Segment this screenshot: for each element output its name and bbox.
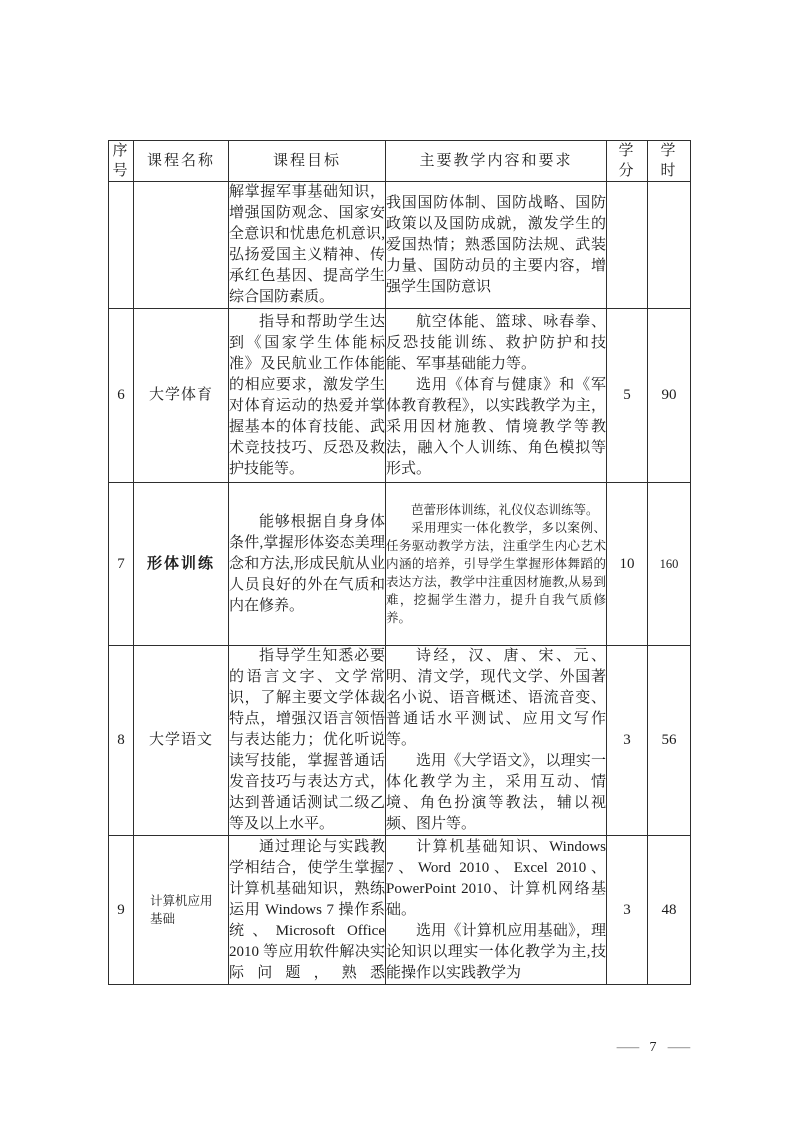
header-col-credits: 学分	[607, 141, 648, 182]
cell-course-name: 大学语文	[134, 646, 229, 836]
cell-objectives	[229, 309, 386, 483]
cell-hours: 160	[648, 483, 691, 646]
header-col-course-name: 课程名称	[134, 141, 229, 182]
content-paragraph: 诗经，汉、唐、宋、元、明、清文学，现代文学、外国著名小说、语音概述、语流音变、普通话水平测试、应用文写作等。	[386, 648, 606, 748]
table-header-row	[109, 141, 691, 182]
cell-hours: 56	[648, 646, 691, 836]
content-paragraph: 我国国防体制、国防战略、国防政策以及国防成就，激发学生的爱国热情；熟悉国防法规、武装力量、国防动员的主要内容，增强学生国防意识	[386, 194, 606, 295]
cell-no: 7	[109, 483, 134, 646]
cell-no: 6	[109, 309, 134, 483]
cell-course-name: 大学体育	[134, 309, 229, 483]
header-col-hours: 学时	[648, 141, 691, 182]
cell-course-name: 形体训练	[134, 483, 229, 646]
course-table	[108, 140, 691, 985]
cell-hours: 90	[648, 309, 691, 483]
content-paragraph: 选用《计算机应用基础》，理论知识以理实一体化教学为主,技能操作以实践教学为	[386, 922, 606, 981]
footer-dash-right: —	[667, 1040, 690, 1055]
cell-credits: 3	[607, 646, 648, 836]
cell-course-name	[134, 182, 229, 309]
objectives-paragraph: 解掌握军事基础知识，增强国防观念、国家安全意识和忧患危机意识,弘扬爱国主义精神、传承红色基因、提高学生综合国防素质。	[229, 184, 385, 305]
cell-credits: 3	[607, 836, 648, 985]
content-paragraph: 计算机基础知识、Windows 7、Word 2010、Excel 2010、PowerPoint 2010、计算机网络基础。	[386, 838, 606, 918]
objectives-paragraph: 通过理论与实践教学相结合，使学生掌握计算机基础知识，熟练运用 Windows 7 操作系统、Microsoft Office 2010 等应用软件解决实际问题，熟悉	[229, 838, 385, 981]
cell-content	[386, 646, 607, 836]
content-paragraph: 选用《体育与健康》和《军体教育教程》，以实践教学为主，采用因材施教、情境教学等教法，融入个人训练、角色模拟等形式。	[386, 376, 606, 477]
cell-content	[386, 309, 607, 483]
table-row-6	[109, 309, 691, 483]
header-col-objectives: 课程目标	[229, 141, 386, 182]
cell-content	[386, 836, 607, 985]
header-col-no: 序号	[109, 141, 134, 182]
cell-objectives	[229, 483, 386, 646]
cell-no: 9	[109, 836, 134, 985]
cell-hours: 48	[648, 836, 691, 985]
cell-credits: 10	[607, 483, 648, 646]
table-row-8	[109, 646, 691, 836]
cell-credits: 5	[607, 309, 648, 483]
cell-credits	[607, 182, 648, 309]
cell-content	[386, 483, 607, 646]
cell-objectives	[229, 836, 386, 985]
footer-dash-left: —	[616, 1040, 639, 1055]
table-row-continuation	[109, 182, 691, 309]
cell-objectives	[229, 646, 386, 836]
content-paragraph: 芭蕾形体训练，礼仪仪态训练等。	[411, 503, 599, 517]
content-paragraph: 采用理实一体化教学，多以案例、任务驱动教学方法，注重学生内心艺术内涵的培养，引导学生掌握形体舞蹈的表达方法，教学中注重因材施教,从易到难，挖掘学生潜力，提升自我气质修养。	[386, 521, 606, 625]
cell-objectives	[229, 182, 386, 309]
cell-hours	[648, 182, 691, 309]
cell-course-name: 计算机应用基础	[134, 836, 229, 985]
content-paragraph: 航空体能、篮球、咏春拳、反恐技能训练、救护防护和技能、军事基础能力等。	[386, 313, 606, 372]
table-row-7	[109, 483, 691, 646]
header-col-content: 主要教学内容和要求	[386, 141, 607, 182]
content-paragraph: 选用《大学语文》，以理实一体化教学为主，采用互动、情境、角色扮演等教法，辅以视频、图片等。	[386, 753, 606, 832]
objectives-paragraph: 能够根据自身身体条件,掌握形体姿态美理念和方法,形成民航从业人员良好的外在气质和内在修养。	[229, 513, 385, 614]
page-footer	[597, 1040, 709, 1056]
objectives-paragraph: 指导和帮助学生达到《国家学生体能标准》及民航业工作体能的相应要求，激发学生对体育运动的热爱并掌握基本的体育技能、武术竞技技巧、反恐及救护技能等。	[229, 313, 385, 477]
page-number: 7	[649, 1040, 657, 1055]
cell-no: 8	[109, 646, 134, 836]
cell-content	[386, 182, 607, 309]
table-row-9	[109, 836, 691, 985]
cell-no	[109, 182, 134, 309]
objectives-paragraph: 指导学生知悉必要的语言文字、文学常识，了解主要文学体裁特点，增强汉语言领悟与表达能力；优化听说读写技能，掌握普通话发音技巧与表达方式，达到普通话测试二级乙等及以上水平。	[229, 648, 385, 832]
